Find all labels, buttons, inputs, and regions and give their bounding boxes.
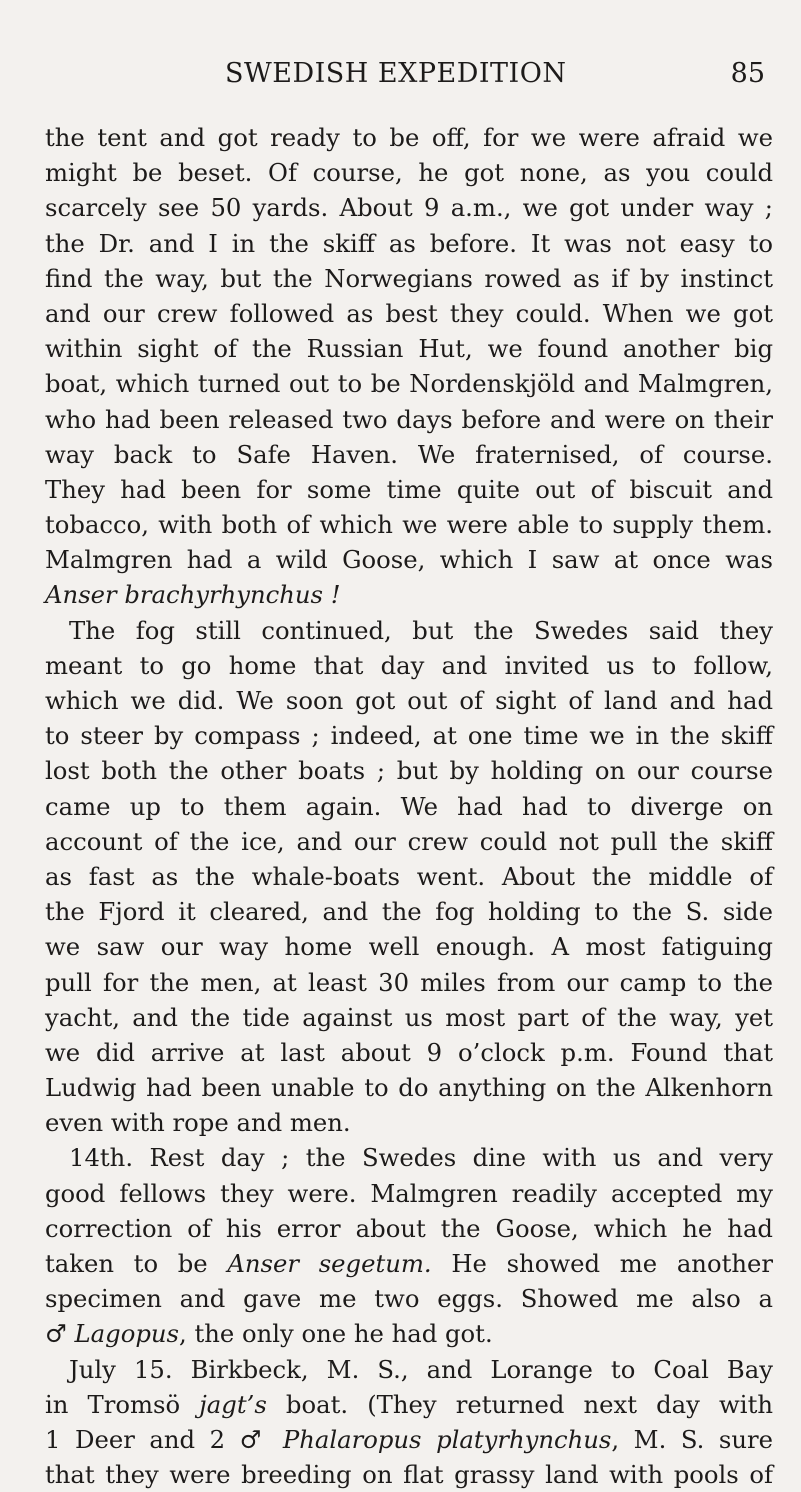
text-segment: meant to go home that day and invited us to follow, <box>45 650 773 680</box>
text-line <box>45 1316 773 1351</box>
italic-text: jagt’s <box>199 1389 267 1419</box>
text-segment: came up to them again. We had had to diverge on <box>45 791 773 821</box>
text-segment: ♂ <box>45 1319 75 1349</box>
text-segment: good fellows they were. Malmgren readily accepted my <box>45 1178 773 1208</box>
text-segment: 1 Deer and 2 ♂ <box>45 1424 283 1454</box>
body-text <box>45 120 773 1492</box>
text-segment: as fast as the whale-boats went. About the middle of <box>45 861 773 891</box>
italic-text: Lagopus <box>74 1319 179 1349</box>
text-line <box>45 648 773 683</box>
text-line <box>45 929 773 964</box>
text-segment: correction of his error about the Goose, which he had <box>45 1213 773 1243</box>
text-segment: July 15. Birkbeck, M. S., and Lorange to Coal Bay <box>69 1354 773 1384</box>
text-line <box>45 190 773 225</box>
text-segment: tobacco, with both of which we were able to supply them. <box>45 510 773 540</box>
text-line <box>45 1211 773 1246</box>
text-segment: we did arrive at last about 9 o’clock p.m. Found that <box>45 1037 773 1067</box>
text-line <box>45 437 773 472</box>
page-number: 85 <box>730 58 765 89</box>
text-line <box>45 683 773 718</box>
text-line <box>45 1140 773 1175</box>
text-line <box>45 155 773 190</box>
text-segment: boat. (They returned next day with <box>266 1389 773 1419</box>
text-line <box>45 1176 773 1211</box>
text-line <box>45 1105 773 1140</box>
text-segment: who had been released two days before and were on their <box>45 404 773 434</box>
text-segment: might be beset. Of course, he got none, as you could <box>45 158 773 188</box>
text-line <box>45 789 773 824</box>
text-segment: we saw our way home well enough. A most fatiguing <box>45 932 773 962</box>
text-segment: in Tromsö <box>45 1389 200 1419</box>
text-segment: that they were breeding on flat grassy land with pools of <box>45 1460 773 1490</box>
text-line <box>45 718 773 753</box>
italic-text: Phalaropus platyrhynchus <box>282 1424 612 1454</box>
text-segment: even with rope and men. <box>45 1108 351 1138</box>
text-segment: taken to be <box>45 1249 228 1278</box>
text-segment: , the only one he had got. <box>179 1319 493 1349</box>
text-line <box>45 507 773 542</box>
text-line <box>45 1246 773 1281</box>
text-segment: and our crew followed as best they could. When we got <box>45 298 773 328</box>
text-segment: which we did. We soon got out of sight of land and had <box>45 686 773 715</box>
text-segment: 14th. Rest day ; the Swedes dine with us and very <box>69 1143 773 1173</box>
italic-text: Anser segetum. <box>227 1249 432 1278</box>
text-segment: specimen and gave me two eggs. Showed me also a <box>45 1284 773 1314</box>
text-line <box>45 402 773 437</box>
text-segment: account of the ice, and our crew could not pull the skiff <box>45 826 773 856</box>
text-segment: way back to Safe Haven. We fraternised, of course. <box>45 439 773 469</box>
text-line <box>45 366 773 401</box>
text-line <box>45 577 773 612</box>
text-line <box>45 1352 773 1387</box>
text-segment: Malmgren had a wild Goose, which I saw at once was <box>45 545 773 575</box>
text-line <box>45 1457 773 1492</box>
text-line <box>45 824 773 859</box>
text-segment: scarcely see 50 yards. About 9 a.m., we got under way ; <box>45 193 773 223</box>
text-segment: They had been for some time quite out of biscuit and <box>45 474 773 504</box>
italic-text: Anser brachyrhynchus ! <box>45 580 341 610</box>
text-line <box>45 1422 773 1457</box>
text-line <box>45 120 773 155</box>
text-segment: within sight of the Russian Hut, we found another big <box>45 334 773 364</box>
text-line <box>45 1035 773 1070</box>
text-line <box>45 859 773 894</box>
text-line <box>45 1070 773 1105</box>
text-line <box>45 261 773 296</box>
text-line <box>45 226 773 261</box>
text-segment: the Fjord it cleared, and the fog holding to the S. side <box>45 897 773 927</box>
text-segment: to steer by compass ; indeed, at one time we in the skiff <box>45 721 773 751</box>
text-line <box>45 965 773 1000</box>
text-segment: , M. S. sure <box>611 1424 774 1454</box>
text-segment: the Dr. and I in the skiff as before. It was not easy to <box>45 228 773 258</box>
text-segment: lost both the other boats ; but by holding on our course <box>45 756 773 786</box>
text-line <box>45 753 773 788</box>
running-head: SWEDISH EXPEDITION <box>225 58 567 89</box>
text-segment: the tent and got ready to be off, for we were afraid we <box>45 123 773 152</box>
text-line <box>45 1387 773 1422</box>
text-segment: The fog still continued, but the Swedes said they <box>69 615 773 645</box>
text-line <box>45 331 773 366</box>
text-segment: pull for the men, at least 30 miles from our camp to the <box>45 967 773 997</box>
text-segment: find the way, but the Norwegians rowed as if by instinct <box>45 263 773 293</box>
text-segment: boat, which turned out to be Nordenskjöld and Malmgren, <box>45 369 773 399</box>
text-line <box>45 1281 773 1316</box>
text-line <box>45 542 773 577</box>
text-segment: Ludwig had been unable to do anything on the Alkenhorn <box>45 1073 773 1103</box>
text-line <box>45 613 773 648</box>
text-line <box>45 472 773 507</box>
text-segment: yacht, and the tide against us most part of the way, yet <box>45 1002 773 1032</box>
text-line <box>45 1000 773 1035</box>
text-segment: He showed me another <box>431 1249 773 1278</box>
text-line <box>45 894 773 929</box>
text-line <box>45 296 773 331</box>
